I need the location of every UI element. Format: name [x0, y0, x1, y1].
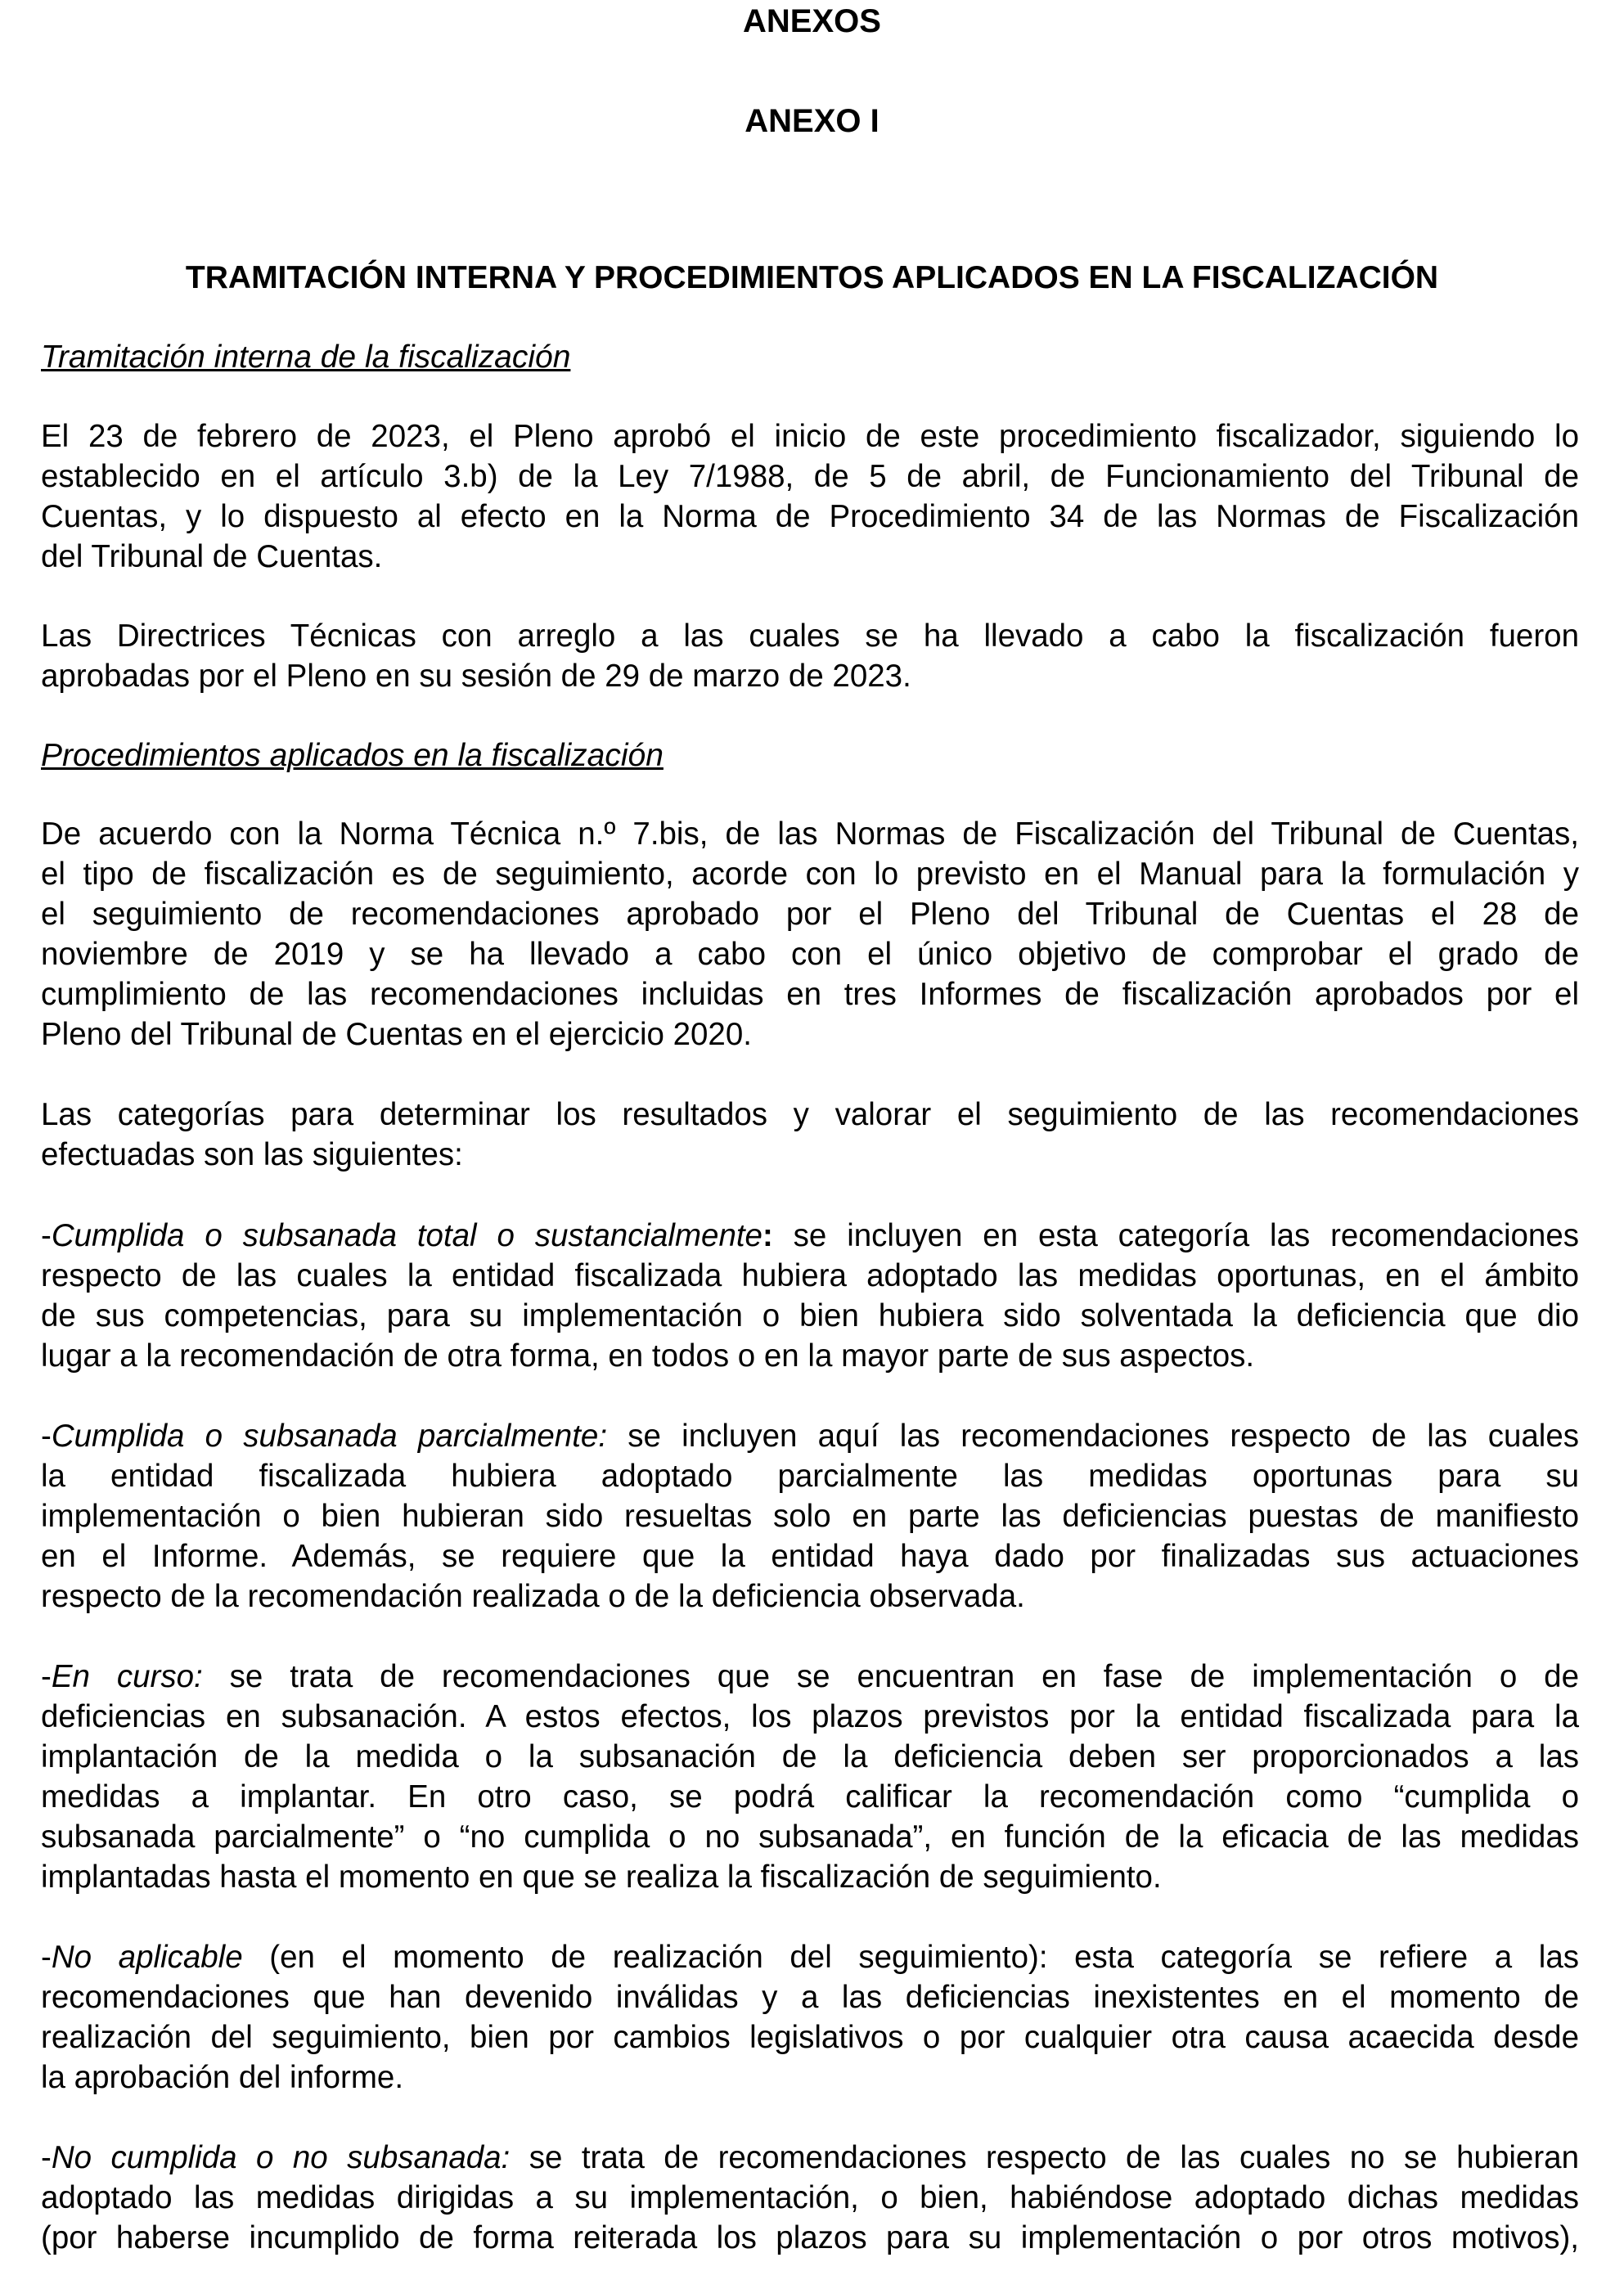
category-text: (en el momento de realización del seguimiento): esta categoría se refiere a las — [242, 1940, 1580, 1975]
category-no-cumplida — [41, 2138, 1579, 2258]
paragraph-line: El 23 de febrero de 2023, el Pleno aprobó el inicio de este procedimiento fiscalizador, siguiendo lo — [41, 419, 1579, 454]
category-text: se trata de recomendaciones que se encuentran en fase de implementación o de — [202, 1659, 1579, 1694]
paragraph-categorias-intro — [41, 1095, 1579, 1175]
paragraph-line: la aprobación del informe. — [41, 2060, 404, 2095]
category-en-curso — [41, 1657, 1579, 1897]
category-term: No cumplida o no subsanada: — [51, 2140, 511, 2175]
category-term: Cumplida o subsanada parcialmente: — [51, 1419, 608, 1454]
paragraph-line — [41, 1937, 1579, 1977]
paragraph-line: implantadas hasta el momento en que se realiza la fiscalización de seguimiento. — [41, 1860, 1162, 1895]
paragraph-line: implementación o bien hubieran sido resueltas solo en parte las deficiencias puestas de manifiesto — [41, 1499, 1579, 1534]
paragraph-line: cumplimiento de las recomendaciones incluidas en tres Informes de fiscalización aprobados por el — [41, 977, 1579, 1012]
paragraph-line: subsanada parcialmente” o “no cumplida o no subsanada”, en función de la eficacia de las medidas — [41, 1819, 1579, 1855]
paragraph-tramitacion-pleno — [41, 416, 1579, 577]
category-text: se incluyen en esta categoría las recomendaciones — [772, 1218, 1579, 1253]
paragraph-line: establecido en el artículo 3.b) de la Ley 7/1988, de 5 de abril, de Funcionamiento del Tribunal de — [41, 459, 1579, 494]
anexos-heading: ANEXOS — [743, 3, 881, 39]
paragraph-line: noviembre de 2019 y se ha llevado a cabo con el único objetivo de comprobar el grado de — [41, 937, 1579, 972]
category-term: No aplicable — [51, 1940, 243, 1975]
paragraph-line: adoptado las medidas dirigidas a su implementación, o bien, habiéndose adoptado dichas medidas — [41, 2180, 1579, 2215]
paragraph-line: respecto de la recomendación realizada o de la deficiencia observada. — [41, 1579, 1025, 1614]
category-cumplida-parcial — [41, 1416, 1579, 1617]
category-dash: - — [41, 1659, 52, 1694]
category-dash: - — [41, 1419, 52, 1454]
category-cumplida-total — [41, 1216, 1579, 1376]
category-term: En curso: — [51, 1659, 203, 1694]
paragraph-line: (por haberse incumplido de forma reiterada los plazos para su implementación o por otros motivos), — [41, 2220, 1579, 2255]
paragraph-line: De acuerdo con la Norma Técnica n.º 7.bis, de las Normas de Fiscalización del Tribunal de Cuentas, — [41, 816, 1579, 852]
paragraph-line: la entidad fiscalizada hubiera adoptado parcialmente las medidas oportunas para su — [41, 1459, 1579, 1494]
paragraph-line: lugar a la recomendación de otra forma, en todos o en la mayor parte de sus aspectos. — [41, 1338, 1255, 1374]
category-colon: : — [762, 1218, 773, 1253]
category-dash: - — [41, 1940, 52, 1975]
paragraph-line: Las categorías para determinar los resultados y valorar el seguimiento de las recomendaciones — [41, 1097, 1579, 1132]
category-dash: - — [41, 2140, 52, 2175]
subhead-tramitacion: Tramitación interna de la fiscalización — [41, 340, 571, 375]
paragraph-line: de sus competencias, para su implementación o bien hubiera sido solventada la deficiencia que dio — [41, 1298, 1579, 1333]
paragraph-line: aprobadas por el Pleno en su sesión de 29 de marzo de 2023. — [41, 659, 911, 694]
category-text: se incluyen aquí las recomendaciones respecto de las cuales — [607, 1419, 1579, 1454]
subhead-procedimientos: Procedimientos aplicados en la fiscalización — [41, 738, 664, 773]
paragraph-line: el seguimiento de recomendaciones aprobado por el Pleno del Tribunal de Cuentas el 28 de — [41, 897, 1579, 932]
paragraph-line: implantación de la medida o la subsanación de la deficiencia deben ser proporcionados a las — [41, 1739, 1579, 1774]
category-dash: - — [41, 1218, 52, 1253]
paragraph-line — [41, 1416, 1579, 1456]
category-text: se trata de recomendaciones respecto de las cuales no se hubieran — [510, 2140, 1579, 2175]
category-no-aplicable — [41, 1937, 1579, 2098]
anexo-i-heading: ANEXO I — [745, 103, 879, 139]
paragraph-line: Cuentas, y lo dispuesto al efecto en la Norma de Procedimiento 34 de las Normas de Fiscalización — [41, 499, 1579, 534]
paragraph-line: deficiencias en subsanación. A estos efectos, los plazos previstos por la entidad fiscalizada para la — [41, 1699, 1579, 1734]
paragraph-line: Las Directrices Técnicas con arreglo a las cuales se ha llevado a cabo la fiscalización fueron — [41, 618, 1579, 654]
paragraph-line: del Tribunal de Cuentas. — [41, 539, 383, 574]
paragraph-line: recomendaciones que han devenido inválidas y a las deficiencias inexistentes en el momento de — [41, 1980, 1579, 2015]
paragraph-line: efectuadas son las siguientes: — [41, 1137, 463, 1172]
paragraph-line: medidas a implantar. En otro caso, se podrá calificar la recomendación como “cumplida o — [41, 1779, 1579, 1815]
paragraph-line: en el Informe. Además, se requiere que la entidad haya dado por finalizadas sus actuaciones — [41, 1539, 1579, 1574]
category-term: Cumplida o subsanada total o sustancialmente — [51, 1218, 763, 1253]
paragraph-line: el tipo de fiscalización es de seguimiento, acorde con lo previsto en el Manual para la formulación y — [41, 857, 1579, 892]
paragraph-norma-tecnica — [41, 814, 1579, 1055]
section-title: TRAMITACIÓN INTERNA Y PROCEDIMIENTOS APLICADOS EN LA FISCALIZACIÓN — [185, 260, 1439, 295]
paragraph-line — [41, 1657, 1579, 1697]
paragraph-line: realización del seguimiento, bien por cambios legislativos o por cualquier otra causa acaecida desde — [41, 2020, 1579, 2055]
paragraph-line: respecto de las cuales la entidad fiscalizada hubiera adoptado las medidas oportunas, en el ámbito — [41, 1258, 1579, 1293]
paragraph-line — [41, 1216, 1579, 1256]
paragraph-line — [41, 2138, 1579, 2178]
paragraph-line: Pleno del Tribunal de Cuentas en el ejercicio 2020. — [41, 1017, 752, 1052]
paragraph-directrices — [41, 616, 1579, 696]
